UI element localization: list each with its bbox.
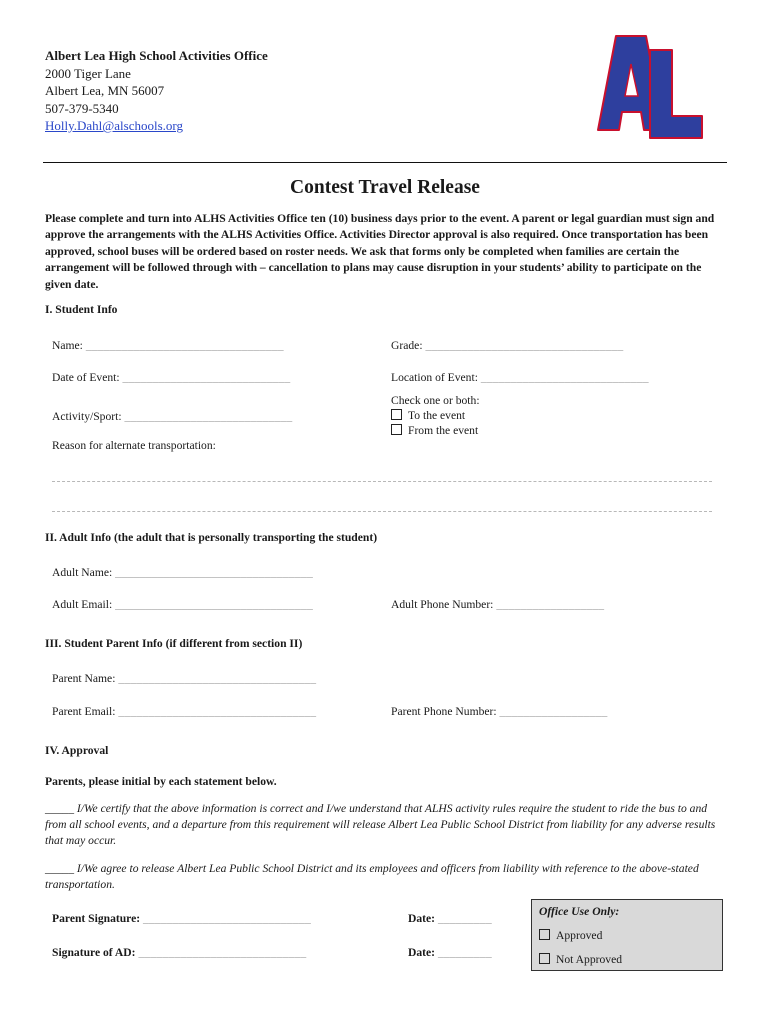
statement-1: _____ I/We certify that the above information is correct and I/we understand that ALHS activity rules require the student to ride the bus to and from all school events, and a departure from this requirement will release Albert Lea Public School District from liability for any adverse results that may occur.	[45, 802, 716, 848]
activity-field[interactable]	[52, 410, 292, 423]
ad-signature-field[interactable]	[52, 946, 306, 959]
street-address: 2000 Tiger Lane	[45, 65, 131, 81]
approved-label: Approved	[556, 929, 603, 942]
reason-line-2[interactable]	[52, 511, 712, 512]
grade-blank[interactable]: _________________________________	[425, 339, 624, 352]
not-approved-checkbox[interactable]	[539, 953, 550, 964]
parent-name-label: Parent Name:	[52, 672, 116, 685]
al-logo	[594, 34, 706, 140]
activity-blank[interactable]: ____________________________	[124, 410, 293, 423]
from-event-checkbox[interactable]	[391, 424, 402, 435]
grade-label: Grade:	[391, 339, 423, 352]
grade-field[interactable]	[391, 339, 623, 352]
parent-phone-label: Parent Phone Number:	[391, 705, 497, 718]
parent-name-blank[interactable]: _________________________________	[118, 672, 317, 685]
adult-email-field[interactable]	[52, 598, 313, 611]
location-blank[interactable]: ____________________________	[480, 371, 649, 384]
not-approved-option[interactable]	[539, 953, 622, 966]
from-event-option[interactable]	[391, 424, 478, 437]
adult-email-label: Adult Email:	[52, 598, 113, 611]
to-event-label: To the event	[408, 409, 466, 422]
parent-email-blank[interactable]: _________________________________	[118, 705, 317, 718]
adult-phone-label: Adult Phone Number:	[391, 598, 494, 611]
student-name-blank[interactable]: _________________________________	[85, 339, 284, 352]
to-event-checkbox[interactable]	[391, 409, 402, 420]
page-title: Contest Travel Release	[290, 177, 480, 198]
parent-signature-label: Parent Signature:	[52, 912, 141, 925]
approved-checkbox[interactable]	[539, 929, 550, 940]
adult-name-label: Adult Name:	[52, 566, 113, 579]
date-1-label: Date:	[408, 912, 436, 925]
location-label: Location of Event:	[391, 371, 478, 384]
header-divider	[43, 162, 727, 163]
parent-email-field[interactable]	[52, 705, 316, 718]
initial-instruction: Parents, please initial by each statement below.	[45, 775, 277, 788]
adult-name-blank[interactable]: _________________________________	[115, 566, 314, 579]
date-1-field[interactable]	[408, 912, 492, 925]
parent-email-label: Parent Email:	[52, 705, 116, 718]
parent-signature-field[interactable]	[52, 912, 311, 925]
not-approved-label: Not Approved	[556, 953, 623, 966]
date-2-field[interactable]	[408, 946, 492, 959]
email-link[interactable]: Holly.Dahl@alschools.org	[45, 118, 183, 133]
letterhead	[45, 47, 268, 135]
statement-2: _____ I/We agree to release Albert Lea Public School District and its employees and officers from liability with reference to the above-stated transportation.	[45, 862, 699, 892]
section-4-heading: IV. Approval	[45, 744, 109, 757]
parent-name-field[interactable]	[52, 672, 316, 685]
parent-signature-blank[interactable]: ____________________________	[143, 912, 311, 925]
office-use-box	[531, 899, 723, 971]
from-event-label: From the event	[408, 424, 479, 437]
location-field[interactable]	[391, 371, 649, 384]
date-2-label: Date:	[408, 946, 436, 959]
org-name: Albert Lea High School Activities Office	[45, 48, 268, 63]
intro-paragraph: Please complete and turn into ALHS Activities Office ten (10) business days prior to the event. A parent or legal guardian must sign and approve the arrangements with the ALHS Activities Office. Activities Director approval is also required. Once transportation has been approved, school buses will be ordered based on roster needs. We ask that forms only be completed when families are certain the arrangement will be followed through with – cancellation to plans may cause disruption in your students’ ability to participate on the given date.	[45, 212, 715, 291]
parent-phone-field[interactable]: Parent Phone Number: __________________	[391, 705, 608, 718]
date-of-event-label: Date of Event:	[52, 371, 120, 384]
adult-email-blank[interactable]: _________________________________	[115, 598, 314, 611]
adult-phone-field[interactable]: Adult Phone Number: __________________	[391, 598, 605, 611]
activity-label: Activity/Sport:	[52, 410, 122, 423]
date-2-blank[interactable]: _________	[437, 946, 492, 959]
adult-phone-blank[interactable]: _________	[496, 598, 551, 611]
adult-name-field[interactable]	[52, 566, 313, 579]
logo-letter-l	[650, 50, 702, 138]
ad-signature-label: Signature of AD:	[52, 946, 136, 959]
phone-number: 507-379-5340	[45, 100, 119, 116]
approved-option[interactable]	[539, 929, 602, 942]
section-1-heading: I. Student Info	[45, 303, 118, 316]
student-name-label: Name:	[52, 339, 83, 352]
reason-label: Reason for alternate transportation:	[52, 439, 216, 452]
date-1-blank[interactable]: _________	[437, 912, 492, 925]
ad-signature-blank[interactable]: ____________________________	[138, 946, 307, 959]
date-of-event-field[interactable]	[52, 371, 290, 384]
section-2-heading: II. Adult Info (the adult that is personally transporting the student)	[45, 531, 378, 544]
student-name-field[interactable]	[52, 339, 284, 352]
check-label: Check one or both:	[391, 394, 480, 407]
section-3-heading: III. Student Parent Info (if different from section II)	[45, 637, 303, 650]
office-use-title: Office Use Only:	[539, 905, 620, 918]
date-of-event-blank[interactable]: ____________________________	[122, 371, 291, 384]
parent-phone-blank[interactable]: _________	[499, 705, 554, 718]
reason-line-1[interactable]	[52, 481, 712, 482]
to-event-option[interactable]	[391, 409, 465, 422]
city-state-zip: Albert Lea, MN 56007	[45, 83, 165, 98]
